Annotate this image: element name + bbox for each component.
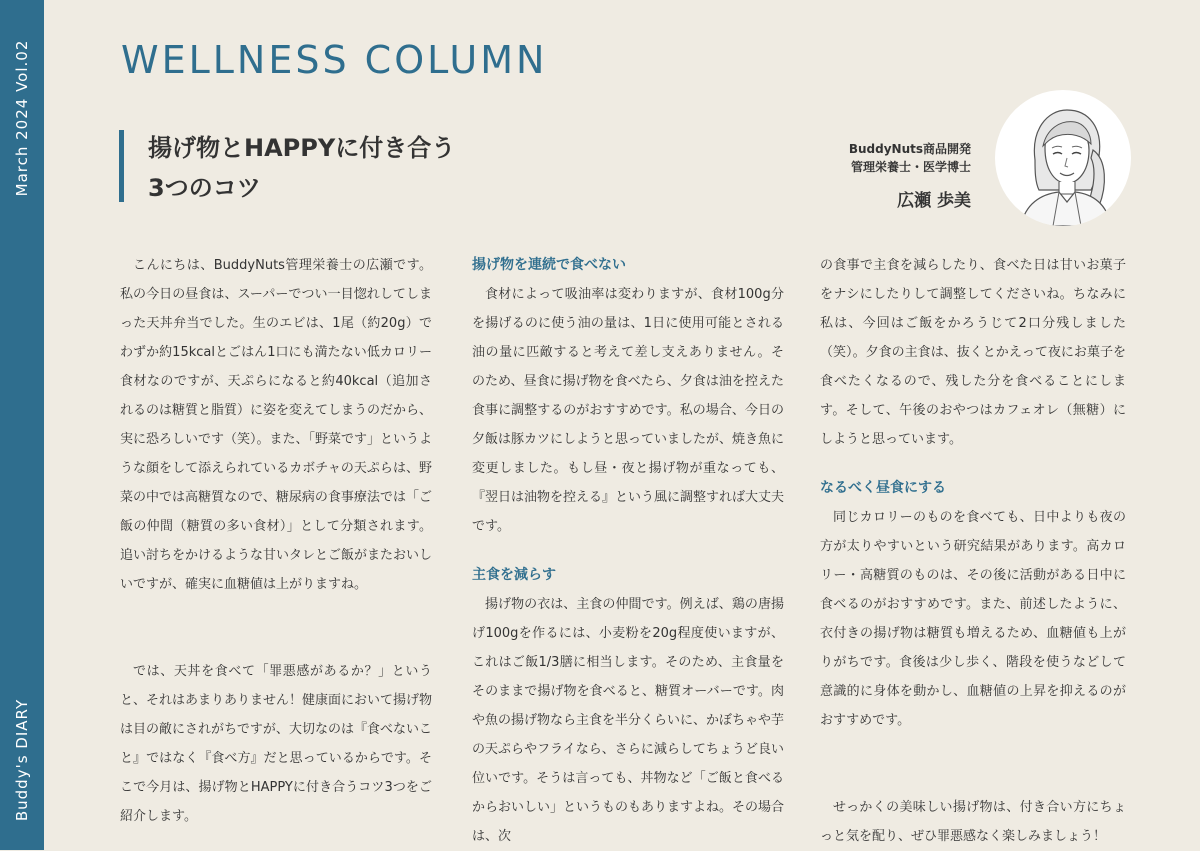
article-title-line2: 3つのコツ xyxy=(148,174,261,202)
closing-paragraph: せっかくの美味しい揚げ物は、付き合い方にちょっと気を配り、ぜひ罪悪感なく楽しみましょう！ xyxy=(820,800,1126,844)
author-role-title: 管理栄養士・医学博士 xyxy=(850,160,971,174)
section-heading-2: 主食を減らす xyxy=(472,567,556,583)
series-label: Buddy's DIARY xyxy=(13,698,31,822)
intro-paragraph-2: では、天丼を食べて「罪悪感があるか？」というと、それはあまりありません！健康面において揚げ物は目の敵にされがちですが、大切なのは『食べないこと』ではなく『食べ方』だと思っているからです。そこで今月は、揚げ物とHAPPYに付き合うコツ3つをご紹介します。 xyxy=(120,664,433,824)
body-column-1 xyxy=(120,251,432,831)
section-3-paragraph: 同じカロリーのものを食べても、日中よりも夜の方が太りやすいという研究結果があります。高カロリー・高糖質のものは、その後に活動がある日中に食べるのがおすすめです。また、前述したように、衣付きの揚げ物は糖質も増えるため、血糖値も上がりがちです。食後は少し歩く、階段を使うなどして意識的に身体を動かし、血糖値の上昇を抑えるのがおすすめです。 xyxy=(820,510,1126,728)
author-portrait-icon xyxy=(995,90,1131,226)
article-title-line1: 揚げ物とHAPPYに付き合う xyxy=(148,134,456,162)
section-2-continued: の食事で主食を減らしたり、食べた日は甘いお菓子をナシにしたりして調整してくださいね。ちなみに私は、今回はご飯をかろうじて2口分残しました（笑）。夕食の主食は、抜くとかえって夜にお菓子を食べたくなるので、残した分を食べることにします。そして、午後のおやつはカフェオレ（無糖）にしようと思っています。 xyxy=(820,258,1126,447)
article-title xyxy=(148,128,455,208)
issue-label: March 2024 Vol.02 xyxy=(13,39,31,197)
section-2-paragraph: 揚げ物の衣は、主食の仲間です。例えば、鶏の唐揚げ100gを作るには、小麦粉を20g程度使いますが、これはご飯1/3膳に相当します。そのため、主食量をそのままで揚げ物を食べると、糖質オーバーです。肉や魚の揚げ物なら主食を半分くらいに、かぼちゃや芋の天ぷらやフライなら、さらに減らしてちょうど良い位いです。そうは言っても、丼物など「ご飯と食べるからおいしい」というものもありますよね。その場合は、次 xyxy=(472,597,785,844)
side-band xyxy=(0,0,44,850)
author-role-company: BuddyNuts商品開発 xyxy=(848,142,971,156)
section-1-paragraph: 食材によって吸油率は変わりますが、食材100g分を揚げるのに使う油の量は、1日に使用可能とされる油の量に匹敵すると考えて差し支えありません。そのため、昼食に揚げ物を食べたら、夕食は油を控えた食事に調整するのがおすすめです。私の場合、今日の夕飯は豚カツにしようと思っていましたが、焼き魚に変更しました。もし昼・夜と揚げ物が重なっても、『翌日は油物を控える』という風に調整すれば大丈夫です。 xyxy=(472,287,785,534)
body-column-2 xyxy=(472,251,784,851)
title-accent-bar xyxy=(119,130,124,202)
body-column-3 xyxy=(820,251,1126,851)
section-heading-3: なるべく昼食にする xyxy=(820,480,946,496)
section-heading-1: 揚げ物を連続で食べない xyxy=(472,257,626,273)
column-title: WELLNESS COLUMN xyxy=(121,38,548,82)
intro-paragraph: こんにちは、BuddyNuts管理栄養士の広瀬です。私の今日の昼食は、スーパーでつい一目惚れしてしまった天丼弁当でした。生のエビは、1尾（約20g）でわずか約15kcalとごはん1口にも満たない低カロリー食材なのですが、天ぷらになると約40kcal（追加されるのは糖質と脂質）に姿を変えてしまうのだから、実に恐ろしいです（笑）。また、「野菜です」というような顔をして添えられているカボチャの天ぷらは、野菜の中では高糖質なので、糖尿病の食事療法では「ご飯の仲間（糖質の多い食材）」として分類されます。追い討ちをかけるような甘いタレとご飯がまたおいしいですが、確実に血糖値は上がりますね。 xyxy=(120,258,433,592)
author-name: 広瀬 歩美 xyxy=(897,191,971,211)
